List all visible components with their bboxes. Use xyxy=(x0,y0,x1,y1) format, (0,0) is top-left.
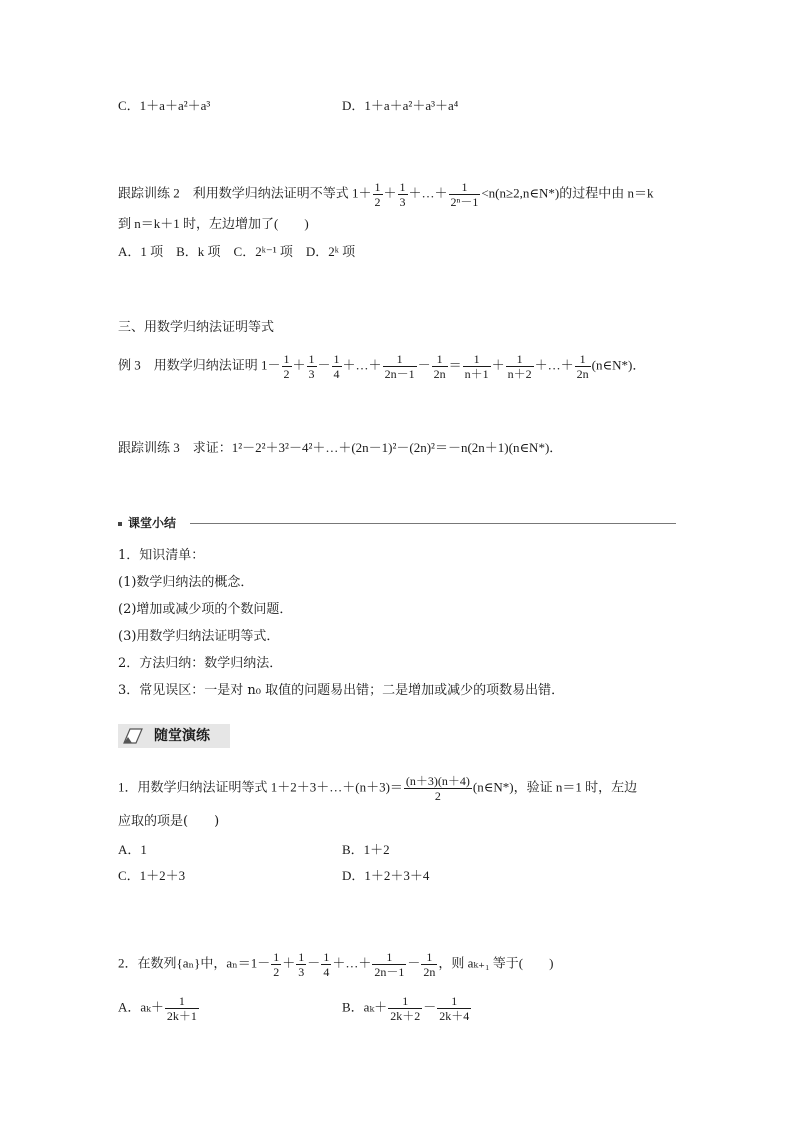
summary-item: 3．常见误区：一是对 n₀ 取值的问题易出错；二是增加或减少的项数易出错． xyxy=(118,683,565,698)
summary-title: 课堂小结 xyxy=(128,516,177,530)
example3-statement: 例 3 用数学归纳法证明 1－ $\frac{1}{2}$ ＋ $\frac{1}{3}$ － $\frac{1}{4}$ ＋…＋ $\frac{1}{2n-1}$ － $\frac{1}{2n}$ ＝ $\frac{1}{n+1}$ ＋ $\frac{1}{n+2}$ ＋…＋ $\frac{1}{2n}$ (n∈N*)． xyxy=(118,352,646,381)
practice-q1-option-a: A．1 xyxy=(118,842,147,857)
fraction: $\frac{(n+3)(n+4)}{2}$ xyxy=(405,774,470,803)
summary-item: (3)用数学归纳法证明等式． xyxy=(118,629,280,644)
pencil-note-icon xyxy=(122,727,144,745)
practice-q2-option-b: B．aₖ＋ $\frac{1}{2k+2}$ － $\frac{1}{2k+4}$ xyxy=(342,994,470,1023)
section3-title: 三、用数学归纳法证明等式 xyxy=(118,320,275,335)
bullet-icon xyxy=(118,522,122,526)
practice-q1-line2: 应取的项是( ) xyxy=(118,814,220,829)
practice-q1-option-c: C．1＋2＋3 xyxy=(118,868,186,883)
follow2-line2: 到 n＝k＋1 时，左边增加了( ) xyxy=(118,216,309,231)
option-c: C．1＋a＋a²＋a³ xyxy=(118,98,211,113)
summary-item: (1)数学归纳法的概念． xyxy=(118,575,254,590)
practice-q1-option-b: B．1＋2 xyxy=(342,842,390,857)
summary-item: 1．知识清单： xyxy=(118,548,205,563)
follow2-options: A．1 项 B．k 项 C．2ᵏ⁻¹ 项 D．2ᵏ 项 xyxy=(118,244,356,259)
follow3-statement: 跟踪训练 3 求证：1²－2²＋3²－4²＋…＋(2n－1)²－(2n)²＝－n(2n＋1)(n∈N*)． xyxy=(118,440,563,455)
practice-q1: 1．用数学归纳法证明等式 1＋2＋3＋…＋(n＋3)＝ $\frac{(n+3)(n+4)}{2}$ (n∈N*)，验证 n＝1 时，左边 xyxy=(118,774,638,803)
follow2-prefix: 跟踪训练 2 利用数学归纳法证明不等式 1＋ xyxy=(118,185,372,201)
fraction: $\frac{1}{3}$ xyxy=(399,180,406,209)
practice-q1-option-d: D．1＋2＋3＋4 xyxy=(342,868,430,883)
follow2-suffix: <n(n≥2,n∈N*)的过程中由 n＝k xyxy=(481,185,654,201)
follow2-statement: 跟踪训练 2 利用数学归纳法证明不等式 1＋ $\frac{1}{2}$ ＋ $\frac{1}{3}$ ＋…＋ $\frac{1}{\text{2ⁿ－1}}$ <n(n≥2,n∈N*)的过程中由 n＝k xyxy=(118,180,654,209)
practice-q2-option-a: A．aₖ＋ $\frac{1}{2k+1}$ xyxy=(118,994,197,1023)
fraction: $\frac{1}{\text{2ⁿ－1}}$ xyxy=(450,180,479,209)
summary-item: 2．方法归纳：数学归纳法． xyxy=(118,656,283,671)
practice-banner-title: 随堂演练 xyxy=(154,728,210,744)
fraction: $\frac{1}{2}$ xyxy=(374,180,381,209)
option-d: D．1＋a＋a²＋a³＋a⁴ xyxy=(342,98,459,113)
summary-item: (2)增加或减少项的个数问题． xyxy=(118,602,293,617)
summary-divider xyxy=(190,523,676,524)
practice-banner xyxy=(118,724,230,748)
summary-heading xyxy=(118,513,176,534)
practice-q2: 2．在数列{aₙ}中，aₙ＝1－ $\frac{1}{2}$ ＋ $\frac{1}{3}$ － $\frac{1}{4}$ ＋…＋ $\frac{1}{2n-1}$ － $\frac{1}{2n}$ ，则 aₖ₊₁ 等于( ) xyxy=(118,950,554,979)
